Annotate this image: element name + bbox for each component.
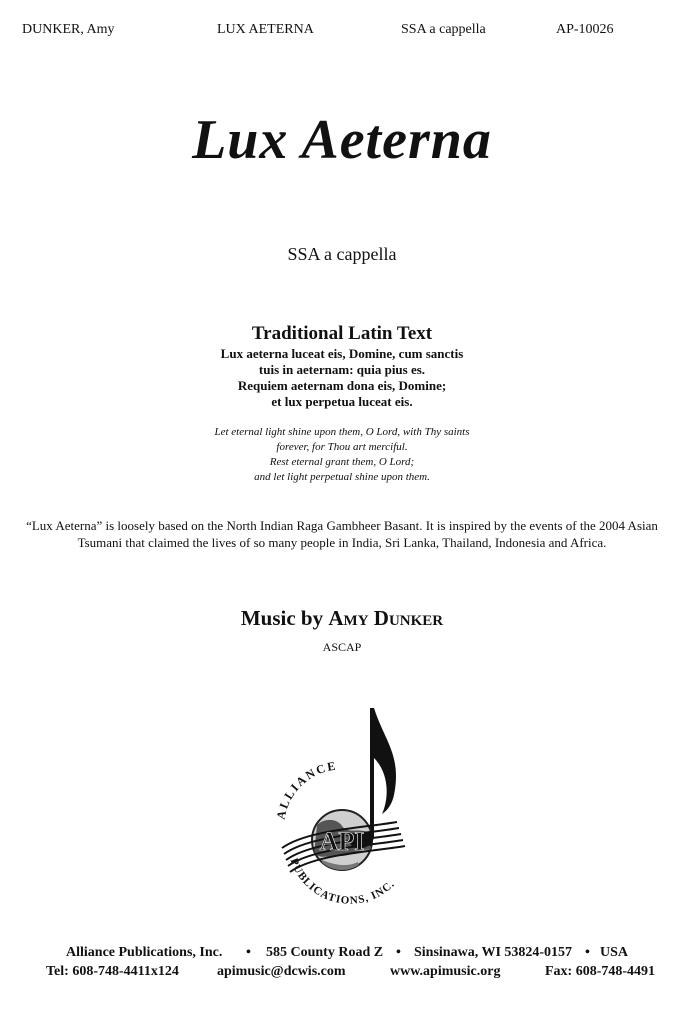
footer-company: Alliance Publications, Inc. [66, 945, 223, 960]
footer-email-link[interactable]: apimusic@dcwis.com [217, 964, 346, 979]
footer-telephone: Tel: 608-748-4411x124 [46, 964, 179, 979]
performing-rights-society: ASCAP [322, 640, 362, 654]
footer-city: Sinsinawa, WI 53824-0157 [414, 945, 573, 960]
latin-line: tuis in aeternam: quia pius es. [258, 362, 426, 377]
footer-country: USA [600, 945, 629, 960]
latin-line: et lux perpetua luceat eis. [271, 394, 413, 409]
logo-top-text-path: ALLIANCE [273, 758, 339, 821]
header-catalog-number: AP-10026 [556, 22, 614, 37]
english-line: Let eternal light shine upon them, O Lord, with Thy saints [214, 426, 470, 438]
music-credit [0, 606, 684, 631]
logo-top-text [273, 758, 338, 820]
footer-website-link[interactable]: www.apimusic.org [390, 964, 501, 979]
text-heading: Traditional Latin Text [251, 323, 433, 344]
note-stem-icon [370, 708, 374, 838]
voicing: SSA a cappella [287, 244, 397, 264]
alliance-publications-logo [262, 700, 422, 930]
footer-separator: • [246, 945, 251, 960]
latin-line: Requiem aeternam dona eis, Domine; [237, 378, 447, 393]
english-line: and let light perpetual shine upon them. [254, 471, 430, 483]
header-voicing: SSA a cappella [401, 22, 486, 37]
footer-separator: • [396, 945, 401, 960]
header-title: LUX AETERNA [217, 22, 314, 37]
header-composer: DUNKER, Amy [22, 22, 115, 37]
footer-fax: Fax: 608-748-4491 [545, 964, 656, 979]
program-note-line: Tsumani that claimed the lives of so many people in India, Sri Lanka, Thailand, Indonesia and Africa. [77, 535, 607, 550]
composer-name: Amy Dunker [328, 606, 444, 630]
music-credit-prefix: Music by [240, 606, 329, 630]
footer-separator: • [585, 945, 590, 960]
note-flag-icon [374, 708, 396, 814]
logo-initials: API [319, 827, 365, 856]
english-line: Rest eternal grant them, O Lord; [269, 456, 415, 468]
english-line: forever, for Thou art merciful. [276, 441, 408, 453]
latin-line: Lux aeterna luceat eis, Domine, cum sanctis [220, 346, 464, 361]
footer-address: 585 County Road Z [266, 945, 384, 960]
program-note-line: “Lux Aeterna” is loosely based on the North Indian Raga Gambheer Basant. It is inspired by the events of the 2004 Asian [26, 518, 658, 533]
page-title: Lux Aeterna [192, 109, 492, 171]
logo-bottom-text-path: PUBLICATIONS, INC. [287, 856, 398, 907]
